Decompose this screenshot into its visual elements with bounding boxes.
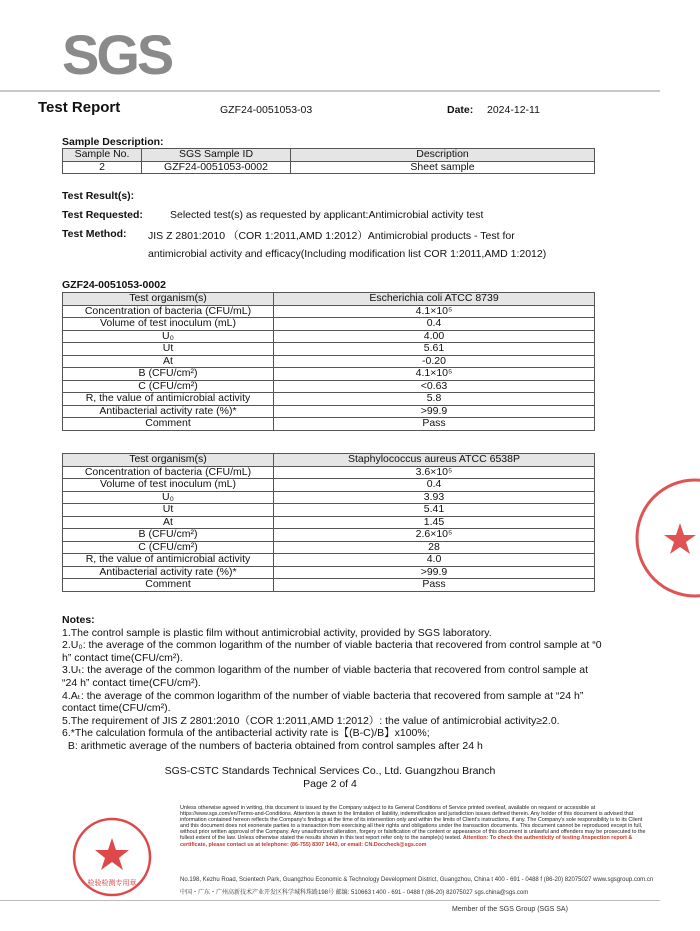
- sgs-logo: [62, 22, 172, 86]
- table-row: [63, 393, 595, 406]
- sample-description-table: [62, 148, 595, 174]
- value-cell: 4.00: [274, 330, 595, 343]
- table-row: [63, 466, 595, 479]
- table-header-row: [63, 293, 595, 306]
- value-cell: Pass: [274, 579, 595, 592]
- value-cell: <0.63: [274, 380, 595, 393]
- svg-text:检验检测专用章: 检验检测专用章: [87, 879, 137, 887]
- notes-section: [62, 614, 602, 753]
- table-row: [63, 491, 595, 504]
- value-cell: 0.4: [274, 479, 595, 492]
- parameter-cell: Test organism(s): [63, 293, 274, 306]
- column-header: Description: [291, 149, 595, 162]
- table-header-row: [63, 149, 595, 162]
- parameter-cell: C (CFU/cm²): [63, 541, 274, 554]
- value-cell: 4.0: [274, 554, 595, 567]
- address-english: No.198, Kezhu Road, Scientech Park, Guangzhou Economic & Technology Development District, Guangzhou, China t 400 - 691 - 0488 f (86-20) 82075027 www.sgsgroup.com.cn: [180, 877, 654, 883]
- date-value: 2024-12-11: [487, 104, 540, 116]
- parameter-cell: Volume of test inoculum (mL): [63, 318, 274, 331]
- company-stamp: [620, 468, 700, 608]
- table-row: [63, 529, 595, 542]
- test-method-label: Test Method:: [62, 228, 127, 240]
- column-header: SGS Sample ID: [142, 149, 291, 162]
- parameter-cell: Antibacterial activity rate (%)*: [63, 566, 274, 579]
- page-number: Page 2 of 4: [303, 778, 357, 790]
- notes-heading: Notes:: [62, 614, 95, 626]
- table-row: [63, 566, 595, 579]
- terms-fine-print: Unless otherwise agreed in writing, this document is issued by the Company subject to its General Conditions of Service printed overleaf, available on request or accessible at https://www.sgs.com/en/Terms-and-Conditions. Attention is drawn to the limitation of liability, indemnification and jurisdiction issues defined therein. Any holder of this document is advised that information contained hereon reflects the Company's findings at the time of its intervention only and within the limits of Client's instructions, if any. The Company's sole responsibility is to its Client and this document does not exonerate parties to a transaction from exercising all their rights and obligations under the transaction documents. This document cannot be reproduced except in full, without prior written approval of the Company. Any unauthorized alteration, forgery or falsification of the content or appearance of this document is unlawful and offenders may be prosecuted to the fullest extent of the law. Unless otherwise stated the results shown in this test report refer only to the sample(s) tested. Attention: To check the authenticity of testing /inspection report & certificate, please contact us at telephone: (86-755) 8307 1443, or email: CN.Doccheck@sgs.com: [180, 805, 646, 848]
- value-cell: 0.4: [274, 318, 595, 331]
- table-row: [63, 343, 595, 356]
- parameter-cell: At: [63, 355, 274, 368]
- footer-divider: [0, 900, 660, 901]
- parameter-cell: U₀: [63, 330, 274, 343]
- value-cell: Staphylococcus aureus ATCC 6538P: [274, 454, 595, 467]
- test-requested-value: Selected test(s) as requested by applicant:Antimicrobial activity test: [170, 209, 484, 221]
- value-cell: 4.1×10⁵: [274, 305, 595, 318]
- value-cell: Pass: [274, 418, 595, 431]
- table-row: [63, 479, 595, 492]
- table-cell: 2: [63, 161, 142, 174]
- note-item: 4.Aₜ: the average of the common logarithm of the number of viable bacteria that recovered from sample at “24 h” contact time(CFU/cm²).: [62, 689, 584, 715]
- parameter-cell: R, the value of antimicrobial activity: [63, 393, 274, 406]
- address-chinese: 中国・广东・广州高新技术产业开发区科学城科珠路198号 邮编: 510663 t 400 - 691 - 0488 f (86-20) 82075027 sgs.china@sgs.com: [180, 890, 529, 896]
- sample-id-heading: GZF24-0051053-0002: [62, 279, 166, 291]
- parameter-cell: Ut: [63, 343, 274, 356]
- note-item: 6.*The calculation formula of the antibacterial activity rate is【(B-C)/B】x100%;: [62, 727, 430, 740]
- parameter-cell: Comment: [63, 418, 274, 431]
- column-header: Sample No.: [63, 149, 142, 162]
- table-row: [63, 318, 595, 331]
- table-row: [63, 405, 595, 418]
- value-cell: >99.9: [274, 405, 595, 418]
- value-cell: 4.1×10⁵: [274, 368, 595, 381]
- value-cell: -0.20: [274, 355, 595, 368]
- parameter-cell: C (CFU/cm²): [63, 380, 274, 393]
- note-item: 1.The control sample is plastic film without antimicrobial activity, provided by SGS laboratory.: [62, 626, 492, 639]
- parameter-cell: R, the value of antimicrobial activity: [63, 554, 274, 567]
- sgs-group-member: Member of the SGS Group (SGS SA): [452, 906, 568, 913]
- table-header-row: [63, 454, 595, 467]
- value-cell: >99.9: [274, 566, 595, 579]
- value-cell: 28: [274, 541, 595, 554]
- test-results-heading: Test Result(s):: [62, 190, 135, 202]
- parameter-cell: B (CFU/cm²): [63, 368, 274, 381]
- value-cell: 3.6×10⁵: [274, 466, 595, 479]
- inspection-seal-stamp: [62, 812, 162, 902]
- parameter-cell: At: [63, 516, 274, 529]
- table-row: [63, 305, 595, 318]
- table-row: [63, 504, 595, 517]
- parameter-cell: Test organism(s): [63, 454, 274, 467]
- table-row: [63, 554, 595, 567]
- test-requested-label: Test Requested:: [62, 209, 143, 221]
- header-divider: [0, 90, 660, 92]
- parameter-cell: B (CFU/cm²): [63, 529, 274, 542]
- note-item: 3.Uₜ: the average of the common logarithm of the number of viable bacteria that recovered from control sample at “24 h” contact time(CFU/cm²).: [62, 664, 589, 689]
- report-title: Test Report: [38, 99, 121, 116]
- value-cell: 5.61: [274, 343, 595, 356]
- table-row: [63, 380, 595, 393]
- note-item: 2.U₀: the average of the common logarithm of the number of viable bacteria that recovered from control sample at “0 h” contact time(CFU/cm²).: [62, 639, 602, 664]
- note-item: 5.The requirement of JIS Z 2801:2010（COR 1:2011,AMD 1:2012）: the value of antimicrobial activity≥2.0.: [62, 714, 560, 727]
- table-row: [63, 355, 595, 368]
- test-method-line2: antimicrobial activity and efficacy(Including modification list COR 1:2011,AMD 1:2012): [148, 248, 547, 260]
- value-cell: 2.6×10⁵: [274, 529, 595, 542]
- parameter-cell: Antibacterial activity rate (%)*: [63, 405, 274, 418]
- value-cell: 5.41: [274, 504, 595, 517]
- table-row: [63, 541, 595, 554]
- table-row: [63, 579, 595, 592]
- table-row: [63, 516, 595, 529]
- parameter-cell: Ut: [63, 504, 274, 517]
- note-item: B: arithmetic average of the numbers of bacteria obtained from control samples after 24 h: [62, 739, 483, 752]
- table-cell: Sheet sample: [291, 161, 595, 174]
- table-row: [63, 330, 595, 343]
- parameter-cell: Volume of test inoculum (mL): [63, 479, 274, 492]
- table-row: [63, 418, 595, 431]
- sample-description-heading: Sample Description:: [62, 136, 164, 148]
- value-cell: 5.8: [274, 393, 595, 406]
- test-method-line1: JIS Z 2801:2010 （COR 1:2011,AMD 1:2012）Antimicrobial products - Test for: [148, 230, 515, 242]
- parameter-cell: Concentration of bacteria (CFU/mL): [63, 466, 274, 479]
- parameter-cell: U₀: [63, 491, 274, 504]
- results-table-saureus: [62, 453, 595, 592]
- value-cell: 3.93: [274, 491, 595, 504]
- company-name: SGS-CSTC Standards Technical Services Co., Ltd. Guangzhou Branch: [164, 765, 496, 777]
- svg-text:SGS: SGS: [62, 23, 172, 86]
- results-table-ecoli: [62, 292, 595, 431]
- value-cell: Escherichia coli ATCC 8739: [274, 293, 595, 306]
- value-cell: 1.45: [274, 516, 595, 529]
- parameter-cell: Comment: [63, 579, 274, 592]
- table-row: [63, 161, 595, 174]
- table-cell: GZF24-0051053-0002: [142, 161, 291, 174]
- date-label: Date:: [447, 104, 474, 116]
- report-number: GZF24-0051053-03: [220, 104, 313, 116]
- table-row: [63, 368, 595, 381]
- parameter-cell: Concentration of bacteria (CFU/mL): [63, 305, 274, 318]
